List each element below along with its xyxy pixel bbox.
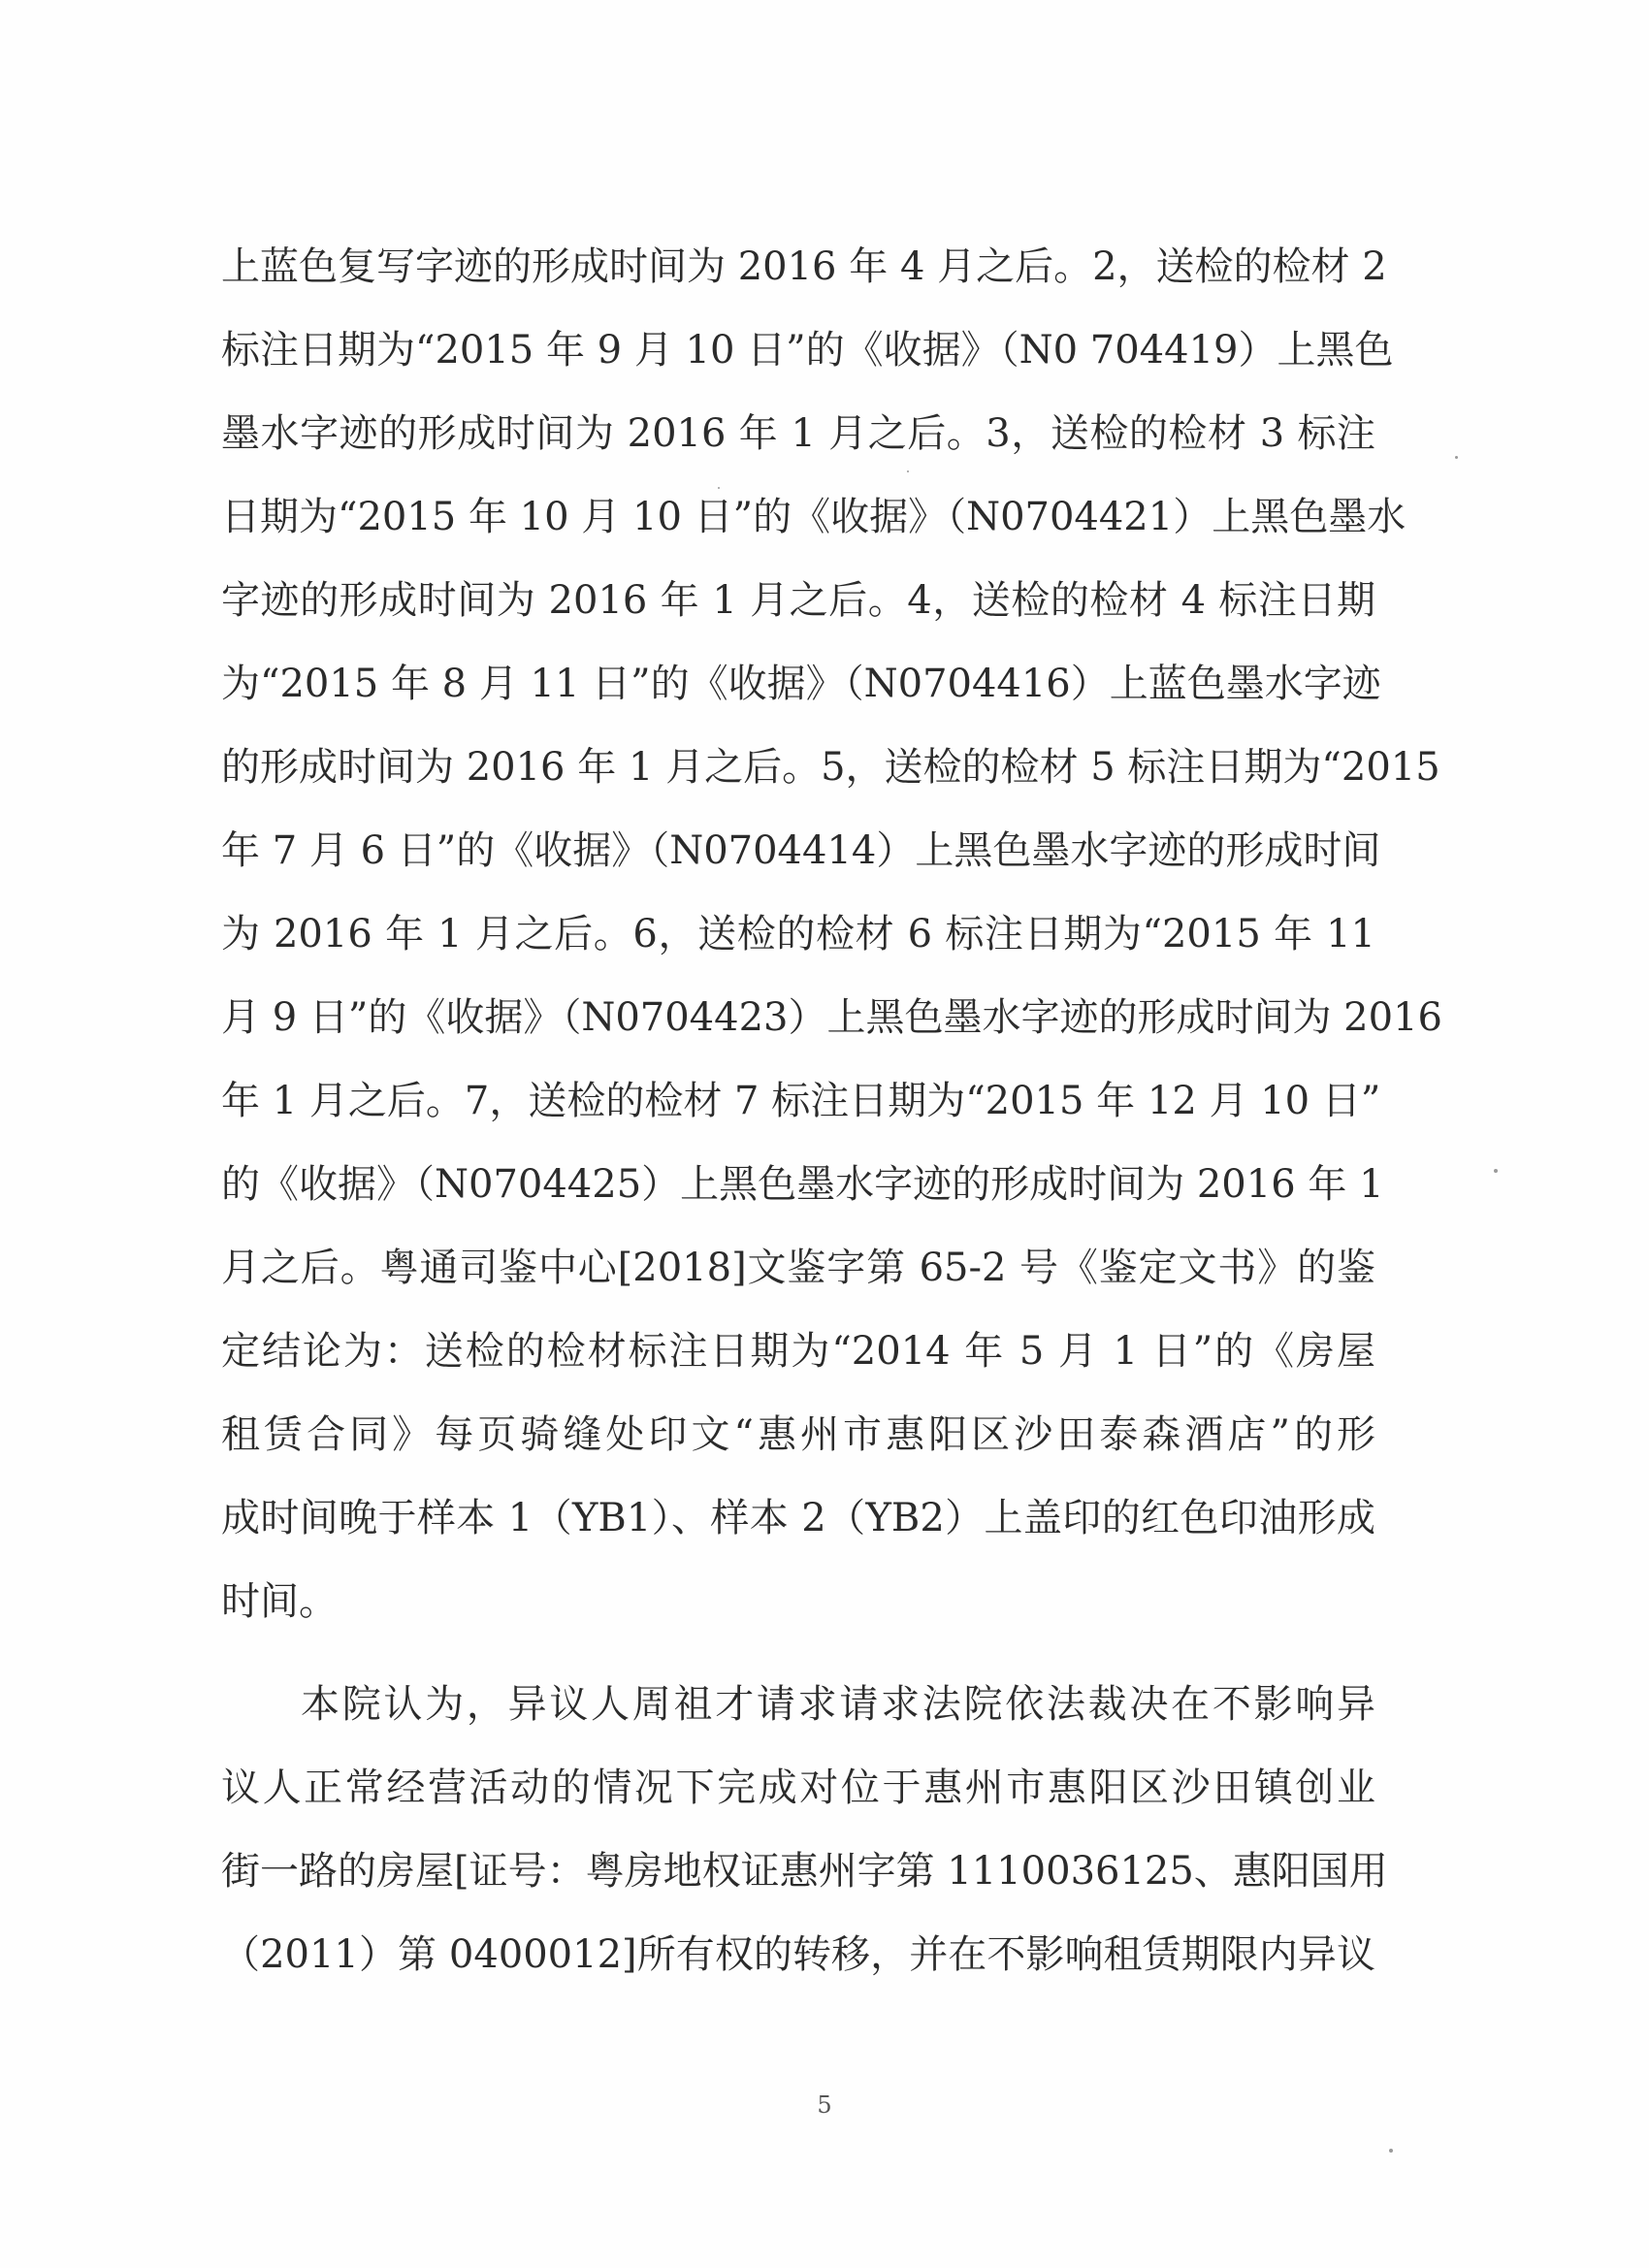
text-line-2: 标注日期为“2015 年 9 月 10 日”的《收据》（N0 704419）上黑色 (221, 328, 1394, 373)
scan-speck (1494, 1169, 1498, 1173)
text-line-7: 的形成时间为 2016 年 1 月之后。5，送检的检材 5 标注日期为“2015 (221, 745, 1440, 790)
text-line-14: 定结论为：送检的检材标注日期为“2014 年 5 月 1 日”的《房屋 (221, 1329, 1375, 1374)
text-line-8: 年 7 月 6 日”的《收据》（N0704414）上黑色墨水字迹的形成时间 (221, 828, 1381, 873)
text-line-16: 成时间晚于样本 1（YB1）、样本 2（YB2）上盖印的红色印油形成 (221, 1496, 1375, 1540)
text-line-17: 时间。 (221, 1579, 338, 1624)
paragraph2-line-4: （2011）第 0400012]所有权的转移，并在不影响租赁期限内异议 (221, 1932, 1375, 1977)
text-line-3: 墨水字迹的形成时间为 2016 年 1 月之后。3，送检的检材 3 标注 (221, 411, 1375, 456)
text-line-6: 为“2015 年 8 月 11 日”的《收据》（N0704416）上蓝色墨水字迹 (221, 662, 1381, 706)
text-line-10: 月 9 日”的《收据》（N0704423）上黑色墨水字迹的形成时间为 2016 (221, 995, 1442, 1040)
scan-speck (907, 470, 909, 472)
paragraph2-line-1: 本院认为，异议人周祖才请求请求法院依法裁决在不影响异 (301, 1682, 1375, 1727)
scan-speck (718, 487, 720, 489)
text-line-13: 月之后。粤通司鉴中心[2018]文鉴字第 65-2 号《鉴定文书》的鉴 (221, 1246, 1375, 1290)
text-line-12: 的《收据》（N0704425）上黑色墨水字迹的形成时间为 2016 年 1 (221, 1162, 1384, 1207)
body-text (221, 225, 1442, 1996)
text-line-4: 日期为“2015 年 10 月 10 日”的《收据》（N0704421）上黑色墨水 (221, 495, 1406, 539)
scan-speck (1455, 456, 1458, 459)
paragraph2-line-3: 街一路的房屋[证号：粤房地权证惠州字第 1110036125、惠阳国用 (221, 1849, 1388, 1894)
page-number: 5 (817, 2091, 832, 2119)
text-line-11: 年 1 月之后。7，送检的检材 7 标注日期为“2015 年 12 月 10 日” (221, 1079, 1381, 1123)
text-line-5: 字迹的形成时间为 2016 年 1 月之后。4，送检的检材 4 标注日期 (221, 578, 1375, 623)
text-line-1: 上蓝色复写字迹的形成时间为 2016 年 4 月之后。2，送检的检材 2 (221, 244, 1387, 289)
text-line-9: 为 2016 年 1 月之后。6，送检的检材 6 标注日期为“2015 年 11 (221, 912, 1375, 956)
text-line-15: 租赁合同》每页骑缝处印文“惠州市惠阳区沙田泰森酒店”的形 (221, 1412, 1375, 1457)
paragraph2-line-2: 议人正常经营活动的情况下完成对位于惠州市惠阳区沙田镇创业 (221, 1766, 1375, 1810)
scan-speck (1389, 2149, 1393, 2153)
paragraph-gap (221, 1643, 1375, 1663)
